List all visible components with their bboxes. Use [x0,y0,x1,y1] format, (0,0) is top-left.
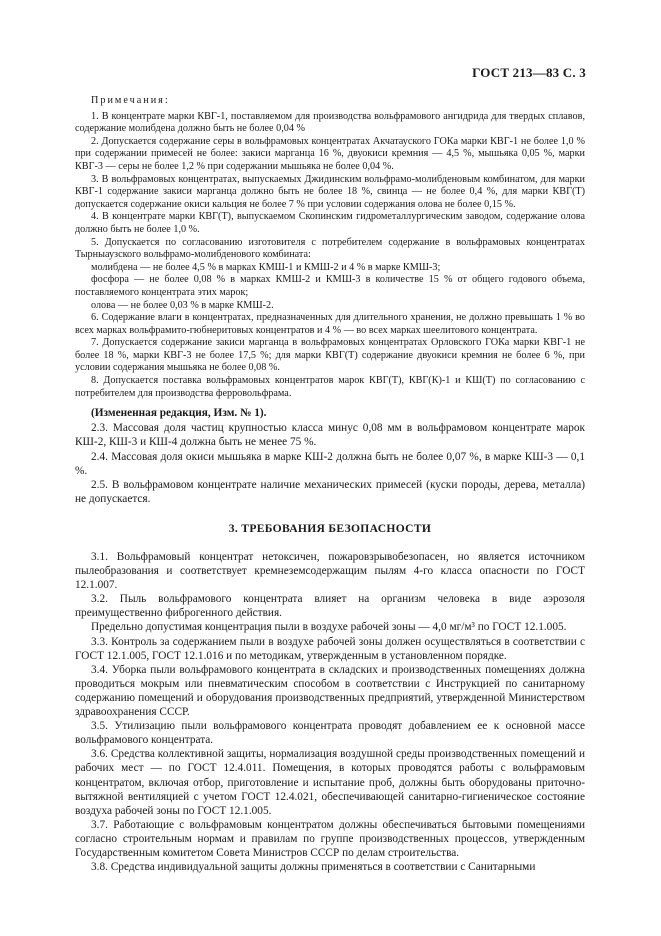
note-paragraph: молибдена — не более 4,5 % в марках КМШ-1 и КМШ-2 и 4 % в марке КМШ-3; [91,261,441,273]
note-paragraph: 7. Допускается содержание закиси марганца в вольфрамовых концентратах Орловского ГОКа марки КВГ-1 не более 18 %, марки КВГ-3 не более 17,5 %; для марки КВГ(Т) содержание двуокиси кремния не более 6 %, при условии содержания мышьяка не более 0,08 %. [75,337,585,374]
note-paragraph: олова — не более 0,03 % в марке КМШ-2. [91,299,274,311]
clause-paragraph: 2.4. Массовая доля окиси мышьяка в марке КШ-2 должна быть не более 0,07 %, в марке КШ-3 — 0,1 %. [75,450,585,477]
clause-paragraph: 2.3. Массовая доля частиц крупностью класса минус 0,08 мм в вольфрамовом концентрате марок КШ-2, КШ-3 и КШ-4 должна быть не менее 75 %. [75,422,585,449]
clause-paragraph: 3.4. Уборка пыли вольфрамового концентрата в складских и производственных помещениях должна проводиться мокрым или пневматическим способом в соответствии с Инструкцией по санитарному содержанию помещений и оборудования производственных предприятий, утвержденной Министерством здравоохранения СССР. [75,663,585,719]
clause-paragraph: 3.7. Работающие с вольфрамовым концентратом должны обеспечиваться бытовыми помещениями согласно строительным нормам и правилам по группе производственных процессов, утвержденным Государственным комитетом Совета Министров СССР по делам строительства. [75,818,585,859]
note-paragraph: 3. В вольфрамовых концентратах, выпускаемых Джидинским вольфрамо-молибденовым комбинатом, для марки КВГ-1 содержание закиси марганца должно быть не более 18 %, свинца — не более 0,4 %, для марки КВГ(Т) допускается содержание окиси кальция не более 7 % при условии содержания олова не более 0,15 %. [75,173,585,210]
edit-note: (Измененная редакция, Изм. № 1). [91,407,267,420]
clause-paragraph: 3.8. Средства индивидуальной защиты должны применяться в соответствии с Санитарными [91,861,536,874]
clause-paragraph: 3.2. Пыль вольфрамового концентрата влияет на организм человека в виде аэрозоля преимущественно фиброгенного действия. [75,593,585,620]
main-text [75,406,585,874]
note-paragraph: 2. Допускается содержание серы в вольфрамовых концентратах Акчатауского ГОКа марки КВГ-1 не более 1,0 % при содержании примесей не более: закиси марганца 16 %, двуокиси кремния — 4,5 %, мышьяка 0,05 %, марки КВГ-3 — серы не более 1,2 % при содержании мышьяка не более 0,04 %. [75,135,585,172]
clause-paragraph: 3.5. Утилизацию пыли вольфрамового концентрата проводят добавлением ее к основной массе вольфрамового концентрата. [75,720,585,747]
note-paragraph: 6. Содержание влаги в концентратах, предназначенных для длительного хранения, не должно превышать 1 % во всех марках вольфрамито-гюбнеритовых концентратов и 4 % — во всех марках шеелитового концентрата. [75,312,585,336]
clause-paragraph: Предельно допустимая концентрация пыли в воздухе рабочей зоны — 4,0 мг/м³ по ГОСТ 12.1.005. [91,621,567,634]
clause-paragraph: 3.3. Контроль за содержанием пыли в воздухе рабочей зоны должен осуществляться в соответствии с ГОСТ 12.1.005, ГОСТ 12.1.016 и по методикам, утвержденным в установленном порядке. [75,635,585,662]
section-title: 3. ТРЕБОВАНИЯ БЕЗОПАСНОСТИ [228,521,432,535]
clause-paragraph: 3.6. Средства коллективной защиты, нормализация воздушной среды производственных помещений и рабочих мест — по ГОСТ 12.4.011. Помещения, в которых проводятся работы с вольфрамовым концентратом, включая отбор, приготовление и испытание проб, должны быть оборудованы приточно-вытяжной вентиляцией с учетом ГОСТ 12.4.021, обеспечивающей санитарно-гигиеническое состояние воздуха рабочей зоны по ГОСТ 12.1.005. [75,748,585,817]
clause-paragraph: 3.1. Вольфрамовый концентрат нетоксичен, пожаровзрывобезопасен, но является источником пылеобразования и соответствует кремнеземсодержащим пылям 4-го класса опасности по ГОСТ 12.1.007. [75,551,585,592]
note-paragraph: фосфора — не более 0,08 % в марках КМШ-2 и КМШ-3 в количестве 15 % от общего годового объема, поставляемого концентрата этих марок; [75,274,585,298]
note-paragraph: 1. В концентрате марки КВГ-1, поставляемом для производства вольфрамового ангидрида для твердых сплавов, содержание молибдена должно быть не более 0,04 % [75,110,585,135]
note-paragraph: 4. В концентрате марки КВГ(Т), выпускаемом Скопинским гидрометаллургическим заводом, содержание олова должно быть не более 1,0 %. [75,211,585,235]
clause-paragraph: 2.5. В вольфрамовом концентрате наличие механических примесей (куски породы, дерева, металла) не допускается. [75,478,585,505]
document-body [75,95,585,874]
notes-block [75,95,585,400]
notes-title: Примечания: [91,95,170,106]
note-paragraph: 8. Допускается поставка вольфрамовых концентратов марок КВГ(Т), КВГ(К)-1 и КШ(Т) по согласованию с потребителем для производства ферровольфрама. [75,375,585,399]
page-header: ГОСТ 213—83 С. 3 [472,65,586,80]
note-paragraph: 5. Допускается по согласованию изготовителя с потребителем содержание в вольфрамовых концентратах Тырныаузского вольфрамо-молибденового комбината: [75,236,585,261]
